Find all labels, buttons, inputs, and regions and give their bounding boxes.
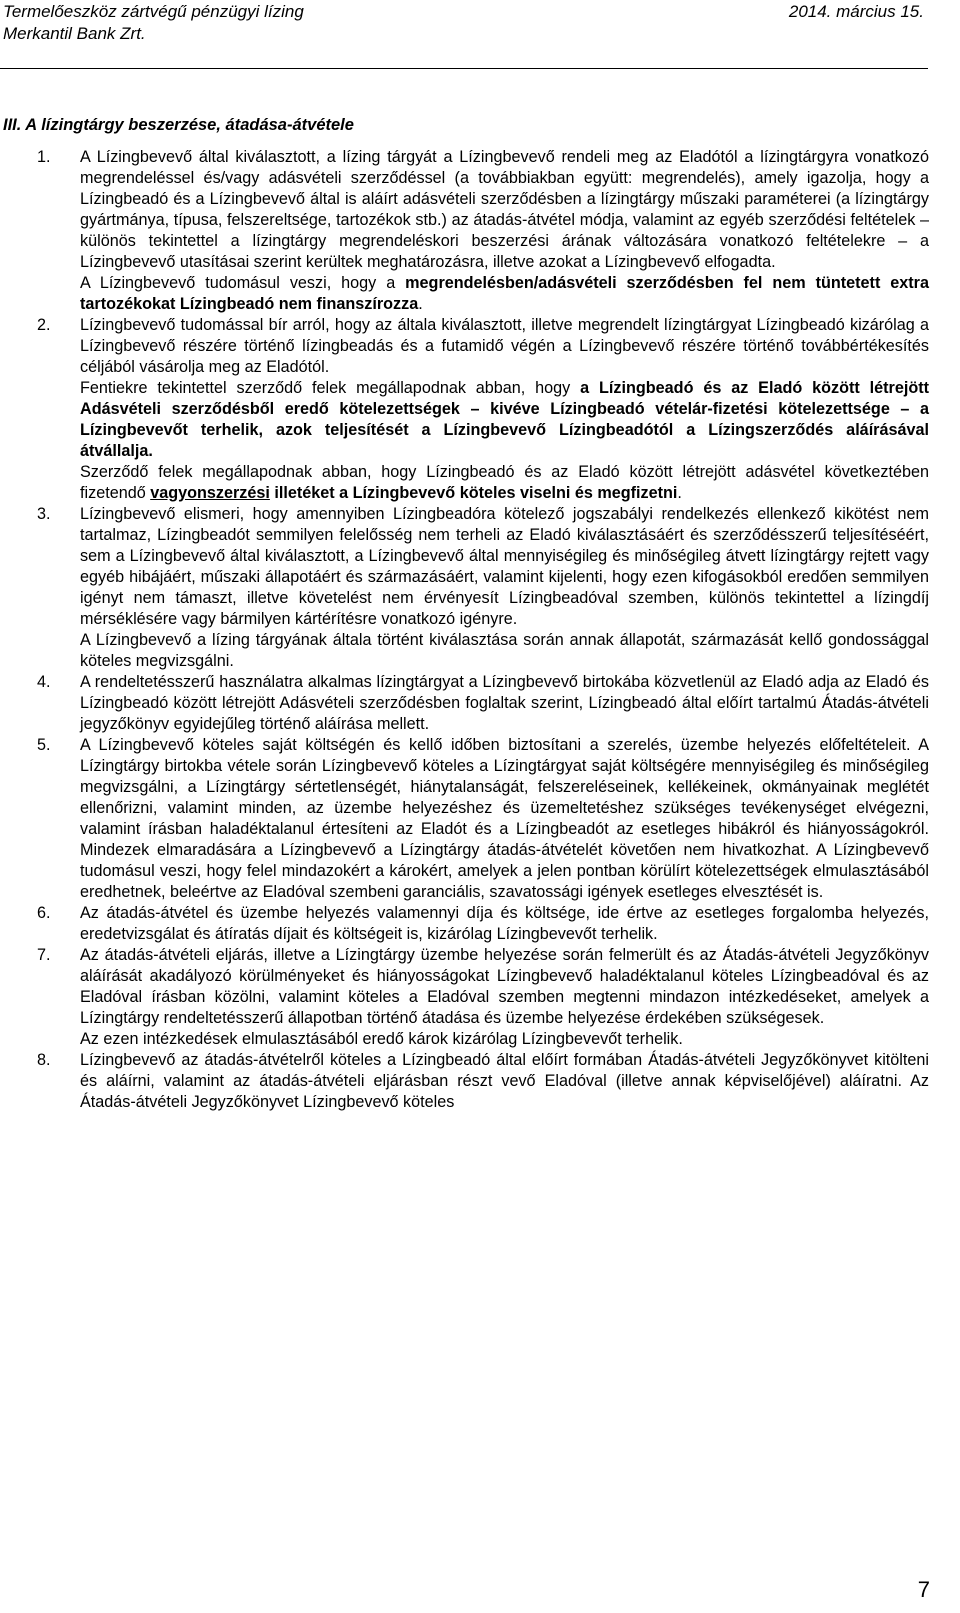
item-paragraph xyxy=(80,462,929,504)
item-paragraph xyxy=(80,273,929,315)
list-item xyxy=(37,504,929,672)
list-item xyxy=(37,1050,929,1113)
list-item xyxy=(37,903,929,945)
bold-underlined-text: vagyonszerzési xyxy=(150,484,270,502)
item-paragraph: Lízingbevevő elismeri, hogy amennyiben Lízingbeadóra kötelező jogszabályi rendelkezés ellenkező kikötést nem tartalmaz, Lízingbeadót semmilyen felelősség nem terheli az Eladó kiválasztásáért és szerződésszerű teljesítéséért, sem a Lízingbevevő által kiválasztott, a Lízingbevevő által mennyiségileg és minőségileg átvett lízingtárgy rejtett vagy egyéb hibájáért, műszaki állapotáért és származásáért, valamint kijelenti, hogy ezen kifogásokból eredően semmilyen igényt nem támaszt, illetve követelést nem érvényesít Lízingbeadóval szemben, különös tekintettel a lízingdíj mérséklésére vagy bármilyen kártérítésre vonatkozó igényre. xyxy=(80,505,929,628)
bold-text: a Lízingbeadó és az Eladó között létrejött Adásvételi szerződésből eredő kötelezettségek – kivéve Lízingbeadó vételár-fizetési kötelezettsége – a Lízingbevevőt terhelik, azok teljesítését a Lízingbevevő Lízingbeadótól a Lízingszerződés aláírásával átvállalja. xyxy=(80,379,929,460)
list-item xyxy=(37,672,929,735)
item-number: 5. xyxy=(37,736,51,754)
item-number: 3. xyxy=(37,505,51,523)
item-paragraph: A Lízingbevevő által kiválasztott, a lízing tárgyát a Lízingbevevő rendeli meg az Eladótól a lízingtárgyra vonatkozó megrendeléssel és/vagy adásvételi szerződéssel (a továbbiakban együtt: megrendelés), amely igazolja, hogy a Lízingbeadó és a Lízingbevevő által is aláírt adásvételi szerződésben a lízingtárgy műszaki paraméterei (a lízingtárgy gyártmánya, típusa, felszereltsége, tartozékok stb.) az átadás-átvétel módja, valamint az egyéb szerződési feltételek – különös tekintettel a lízingtárgy megrendeléskori beszerzési árának változására vonatkozó feltételekre – a Lízingbevevő utasításai szerint kerültek meghatározásra, illetve azokat a Lízingbevevő elfogadta. xyxy=(80,148,929,271)
item-paragraph: A Lízingbevevő köteles saját költségén és kellő időben biztosítani a szerelés, üzembe helyezés előfeltételeit. A Lízingtárgy birtokba vétele során Lízingbevevő köteles a Lízingtárgyat saját költségére mennyiségileg és minőségileg megvizsgálni, a Lízingtárgy sértetlenségét, hiánytalanságát, felszereléseinek, kellékeinek, okmányainak meglétét ellenőrizni, valamint minden, az üzembe helyezéshez és üzemeltetéshez szükséges tevékenységet elvégezni, valamint írásban haladéktalanul értesíteni az Eladót és a Lízingbeadót az esetleges hibákról és hiányosságokról. Mindezek elmaradására a Lízingbevevő a Lízingtárgy átadás-átvételét követően nem hivatkozhat. A Lízingbevevő tudomásul veszi, hogy felel mindazokért a károkért, amelyek a jelen pontban körülírt kötelezettségek elmulasztásából eredhetnek, beleértve az Eladóval szembeni garanciális, szavatossági igények esetleges elvesztését is. xyxy=(80,736,929,901)
text-run: Szerződő felek megállapodnak abban, hogy Lízingbeadó és az Eladó között létrejött adásvétel következtében fizetendő xyxy=(80,463,929,502)
bold-text: illetéket a Lízingbevevő köteles viselni és megfizetni xyxy=(269,484,678,502)
list-item xyxy=(37,945,929,1050)
bold-text: megrendelésben/adásvételi szerződésben fel nem tüntetett extra tartozékokat Lízingbeadó nem finanszírozza xyxy=(80,274,929,313)
item-number: 4. xyxy=(37,673,51,691)
section-content xyxy=(37,147,929,1113)
item-paragraph: Az átadás-átvételi eljárás, illetve a Lízingtárgy üzembe helyezése során felmerült és az Átadás-átvételi Jegyzőkönyv aláírását akadályozó körülményeket és hiányosságokat Lízingbevevő haladéktalanul köteles Lízingbeadóval és az Eladóval írásban közölni, valamint köteles a Eladóval szemben megtenni mindazon intézkedéseket, amelyek a Lízingtárgy rendeltetésszerű állapotban történő átadása és üzembe helyezése érdekében szükségesek. xyxy=(80,946,929,1027)
item-paragraph xyxy=(80,378,929,462)
item-number: 1. xyxy=(37,148,51,166)
item-paragraph: A Lízingbevevő a lízing tárgyának általa történt kiválasztása során annak állapotát, származását kellő gondossággal köteles megvizsgálni. xyxy=(80,631,929,670)
list-item xyxy=(37,315,929,504)
item-paragraph: A rendeltetésszerű használatra alkalmas lízingtárgyat a Lízingbevevő birtokába közvetlenül az Eladó adja az Eladó és Lízingbeadó között létrejött Adásvételi szerződésben foglaltak szerint, Lízingbeadó által előírt tartalmú Átadás-átvételi jegyzőkönyv egyidejűleg történő aláírása mellett. xyxy=(80,673,929,733)
page-number: 7 xyxy=(917,1577,930,1602)
list-item xyxy=(37,735,929,903)
text-run: . xyxy=(677,484,682,502)
document-title: Termelőeszköz zártvégű pénzügyi lízing xyxy=(3,2,304,21)
item-paragraph: Lízingbevevő az átadás-átvételről köteles a Lízingbeadó által előírt formában Átadás-átvételi Jegyzőkönyvet kitölteni és aláírni, valamint az átadás-átvételi eljárásban részt vevő Eladóval (illetve annak képviselőjével) aláíratni. Az Átadás-átvételi Jegyzőkönyvet Lízingbevevő köteles xyxy=(80,1051,929,1111)
item-number: 7. xyxy=(37,946,51,964)
item-number: 2. xyxy=(37,316,51,334)
company-name: Merkantil Bank Zrt. xyxy=(3,24,146,43)
item-paragraph: Lízingbevevő tudomással bír arról, hogy az általa kiválasztott, illetve megrendelt lízingtárgyat Lízingbeadó kizárólag a Lízingbevevő részére történő lízingbeadás és a futamidő végén a Lízingbevevő részére történő továbbértékesítés céljából vásárolja meg az Eladótól. xyxy=(80,316,929,376)
document-date: 2014. március 15. xyxy=(788,2,924,21)
text-run: . xyxy=(418,295,423,313)
text-run: Fentiekre tekintettel szerződő felek megállapodnak abban, hogy xyxy=(80,379,581,397)
item-number: 8. xyxy=(37,1051,51,1069)
text-run: A Lízingbevevő tudomásul veszi, hogy a xyxy=(80,274,406,292)
item-paragraph: Az átadás-átvétel és üzembe helyezés valamennyi díja és költsége, ide értve az esetleges forgalomba helyezés, eredetvizsgálat és átíratás díjait és költségeit is, kizárólag Lízingbevevőt terhelik. xyxy=(80,904,929,943)
item-number: 6. xyxy=(37,904,51,922)
item-paragraph: Az ezen intézkedések elmulasztásából eredő károk kizárólag Lízingbevevőt terhelik. xyxy=(80,1030,683,1048)
page-header xyxy=(0,0,928,69)
list-item xyxy=(37,147,929,315)
section-title: III. A lízingtárgy beszerzése, átadása-átvétele xyxy=(3,116,354,134)
